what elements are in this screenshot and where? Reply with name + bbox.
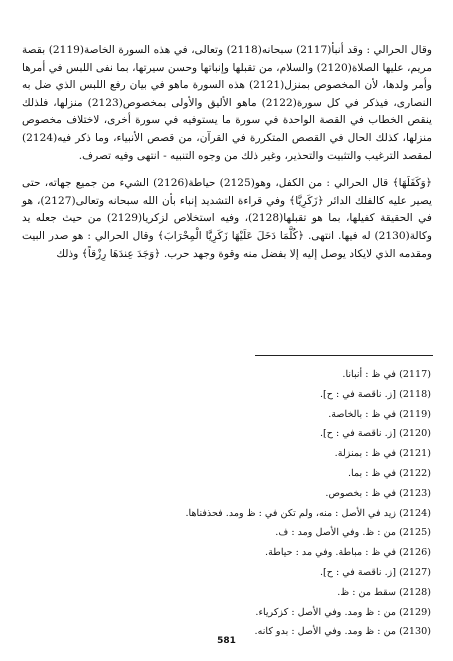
text-line: اللبس في أمرها وأمر ولدها، لأن المخصوص بمنزل(2121) هذه السورة ماهو في بيان رفع [22, 61, 432, 92]
footnote: (2124) زيد في الأصل : منه، ولم تكن في : ظ ومد. فحذفناها. [185, 507, 431, 519]
footnote: (2127) [ز. ناقصة في : ح]. [319, 566, 431, 578]
footnote-divider [255, 355, 433, 356]
text-line: بقصة مريم، عليها الصلاة(2120) والسلام، من تقبلها وإنباتها وحسن سيرتها، بما نفى [22, 44, 432, 74]
text-line: ﴿كُلَّمَا دَخَلَ عَلَيْهَا زَكَرِيَّا الْمِحْرَابَ﴾ وقال الحرالي : هو صدر البيت ومقدمه [22, 229, 432, 260]
text-line: القرآن، من قصص الأنبياء، وما ذكر فيه(2124) لمقصد الترغيب والتثبيت والتحذير، [22, 131, 432, 162]
footnotes [131, 365, 431, 642]
text-line: ﴿وَكَفَلَهَا﴾ قال الحرالي : من الكفل، وهو(2125) حياطة(2126) الشيء من جميع [75, 177, 433, 190]
text-line: سبحانه وتعالى(2127)، هو في الحقيقة كفيلها، بما هو تقبلها(2128)، وفيه استخلاص [22, 194, 432, 225]
footnote: (2120) [ز. ناقصة في : ح]. [319, 428, 431, 440]
text-line: بمخصوص(2123) منزلها، فلذلك ينقص الخطاب في القصة الواحدة في سورة ما يستوفيه [22, 96, 432, 127]
text-line: في سورة أخرى، لاختلاف مخصوص منزلها، كذلك الحال في القصص المتكررة في [22, 114, 433, 144]
footnote: (2119) في ظ : بالخاصة. [328, 408, 431, 420]
footnote: (2130) من : ظ ومد. وفي الأصل : بدو كانه. [254, 626, 431, 638]
main-text [22, 42, 432, 263]
text-line: اللبس الذي ضل به النصارى، فيذكر في كل سورة(2122) ماهو الأليق والأولى [22, 79, 432, 109]
text-line: لزكريا(2129) من حيث جعله يد وكالة(2130) له فيها. انتهى. [22, 212, 432, 242]
text-line: جهاته، حتى يصير عليه كالفلك الدائر ﴿زَكَرِيَّا﴾ وفي قراءة التشديد إنباء بأن الله [22, 177, 432, 207]
footnote: (2125) من : ظ. وفي الأصل ومد : ف. [275, 527, 431, 539]
footnote: (2129) من : ظ ومد. وفي الأصل : كزكرياء. [255, 606, 431, 618]
paragraph-1 [22, 42, 432, 165]
footnote: (2128) سقط من : ظ. [337, 586, 431, 598]
footnote: (2117) في ظ : أنبانا. [342, 369, 431, 380]
text-line: وغير ذلك من وجوه التنبيه - انتهى وفيه تصرف. [78, 149, 282, 162]
page-number: 581 [217, 636, 236, 646]
footnote: (2123) في ظ : بخصوص. [325, 487, 431, 499]
text-line: وقال الحرالي : وقد أنبأ(2117) سبحانه(2118) وتعالى، في هذه السورة الخاصة(2119) [48, 44, 432, 56]
paragraph-2 [22, 175, 432, 263]
footnote: (2121) في ظ : بمنزلة. [334, 448, 431, 460]
footnote: (2126) في ظ : مباطة. وفي مد : حياطة. [265, 547, 431, 559]
footnote: (2118) [ز. ناقصة في : ح]. [319, 388, 431, 400]
footnote: (2122) في ظ : بما. [348, 467, 431, 479]
text-line: الذي لايكاد يوصل إليه إلا بفضل منه وقوة وجهد حرب. ﴿وَجَدَ عِندَهَا رِزْقاً﴾ وذلك [56, 247, 396, 260]
